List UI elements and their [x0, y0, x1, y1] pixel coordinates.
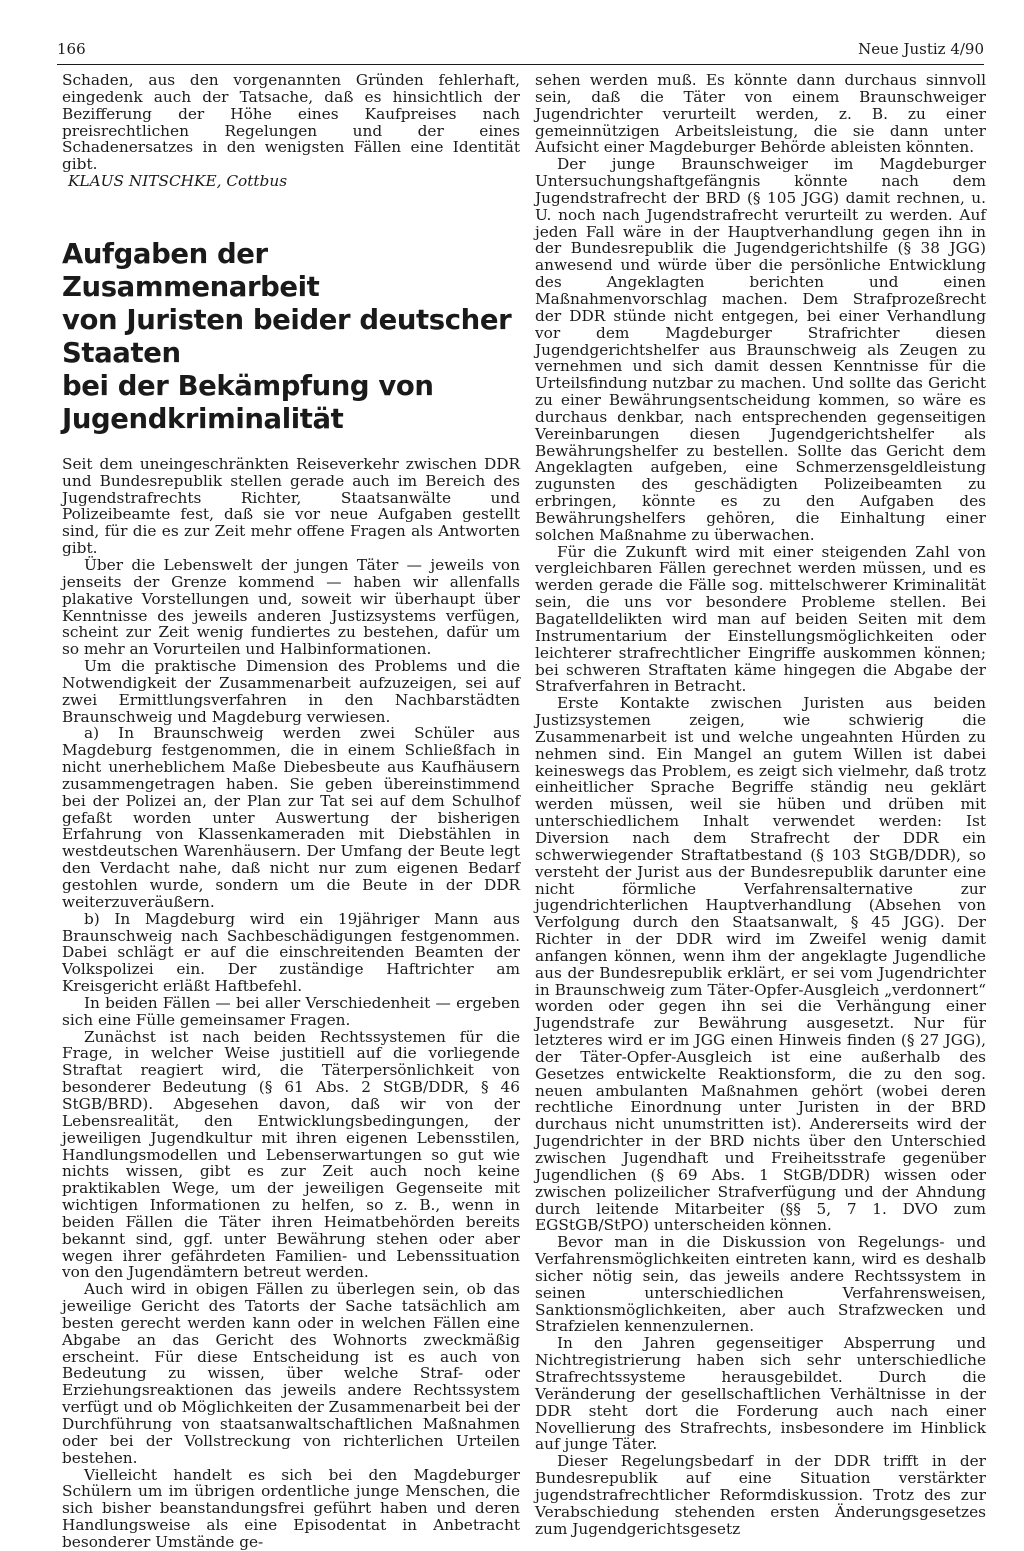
body-paragraph: Über die Lebenswelt der jungen Täter — jeweils von jenseits der Grenze kommend — haben wir allenfalls plakative Vorstellungen und, soweit wir überhaupt über Kenntnisse des jeweils anderen Justizsystems verfügen, scheint zur Zeit wenig fundiertes zu bestehen, dafür um so mehr an Vorurteilen und Halbinformationen.	[62, 555, 520, 659]
left-column	[62, 72, 520, 1551]
title-line: Jugendkriminalität	[62, 402, 344, 435]
continued-paragraph: sehen werden muß. Es könnte dann durchaus sinnvoll sein, daß die Täter von einem Braunschweiger Jugendrichter verurteilt werden, z. B. zu einer gemeinnützigen Arbeitsleistung, die sie dann unter Aufsicht einer Magdeburger Behörde ableisten könnten.	[535, 71, 986, 157]
body-paragraph: In beiden Fällen — bei aller Verschiedenheit — ergeben sich eine Fülle gemeinsamer Fragen.	[62, 993, 520, 1029]
title-line: Aufgaben der Zusammenarbeit	[62, 237, 320, 303]
body-paragraph: Seit dem uneingeschränkten Reiseverkehr zwischen DDR und Bundesrepublik stellen gerade auch im Bereich des Jugendstrafrechts Richter, Staatsanwälte und Polizeibeamte fest, daß sie vor neue Aufgaben gestellt sind, für die es zur Zeit mehr offene Fragen als Antworten gibt.	[62, 454, 520, 558]
body-paragraph: Bevor man in die Diskussion von Regelungs- und Verfahrensmöglichkeiten eintreten kann, wird es deshalb sicher nötig sein, das jeweils andere Rechtssystem in seinen unterschiedlichen Verfahrensweisen, Sanktionsmöglichkeiten, aber auch Strafzwecken und Strafzielen kennenzulernen.	[535, 1233, 986, 1336]
body-paragraph: Zunächst ist nach beiden Rechtssystemen für die Frage, in welcher Weise justitiell auf die vorliegende Straftat reagiert wird, die Täterpersönlichkeit von besonderer Bedeutung (§ 61 Abs. 2 StGB/DDR, § 46 StGB/BRD). Abgesehen davon, daß wir von der Lebensrealität, den Entwicklungsbedingungen, der jeweiligen Jugendkultur mit ihren eigenen Lebensstilen, Handlungsmodellen und Lebenserwartungen so gut wie nichts wissen, gibt es zur Zeit auch noch keine praktikablen Wege, um der jeweiligen Gegenseite mit wichtigen Informationen zu helfen, so z. B., wenn in beiden Fällen die Täter ihren Heimatbehörden bereits bekannt sind, ggf. unter Bewährung stehen oder aber wegen ihrer gefährdeten Familien- und Lebenssituation von den Jugendämtern betreut werden.	[62, 1027, 520, 1282]
body-paragraph: b) In Magdeburg wird ein 19jähriger Mann aus Braunschweig nach Sachbeschädigungen festgenommen. Dabei schlägt er auf die einschreitenden Beamten der Volkspolizei ein. Der zuständige Haftrichter am Kreisgericht erläßt Haftbefehl.	[62, 909, 520, 996]
body-paragraph: Um die praktische Dimension des Problems und die Notwendigkeit der Zusammenarbeit aufzuzeigen, sei auf zwei Ermittlungsverfahren in den Nachbarstädten Braunschweig und Magdeburg verwiesen.	[62, 657, 520, 726]
header-rule	[57, 64, 984, 65]
body-paragraph: Dieser Regelungsbedarf in der DDR trifft in der Bundesrepublik auf eine Situation verstärkter jugendstrafrechtlicher Reformdiskussion. Trotz des zur Verabschiedung stehenden ersten Änderungsgesetzes zum Jugendgerichtsgesetz	[535, 1452, 986, 1538]
body-paragraph: Auch wird in obigen Fällen zu überlegen sein, ob das jeweilige Gericht des Tatorts der Sache tatsächlich am besten gerecht werden kann oder in welchen Fällen eine Abgabe an das Gericht des Wohnorts zweckmäßig erscheint. Für diese Entscheidung ist es auch von Bedeutung zu wissen, über welche Straf- oder Erziehungsreaktionen das jeweils andere Rechtssystem verfügt und ob Möglichkeiten der Zusammenarbeit bei der Durchführung von staatsanwaltschaftlichen Maßnahmen oder bei der Vollstreckung von richterlichen Urteilen bestehen.	[62, 1280, 520, 1467]
article-title	[62, 238, 520, 436]
continued-paragraph: Schaden, aus den vorgenannten Gründen fehlerhaft, eingedenk auch der Tatsache, daß es hinsichtlich der Bezifferung der Höhe eines Kaufpreises nach preisrechtlichen Regelungen und der eines Schadenersatzes in den wenigsten Fällen eine Identität gibt.	[62, 71, 520, 174]
title-line: von Juristen beider deutscher Staaten	[62, 303, 512, 369]
body-paragraph: In den Jahren gegenseitiger Absperrung und Nichtregistrierung haben sich sehr unterschiedliche Strafrechtssysteme herausgebildet. Durch die Veränderung der gesellschaftlichen Verhältnisse in der DDR steht dort die Forderung auch nach einer Novellierung des Strafrechts, insbesondere im Hinblick auf junge Täter.	[535, 1334, 986, 1454]
title-line: bei der Bekämpfung von	[62, 369, 434, 402]
page-number: 166	[57, 40, 86, 58]
author-signature: KLAUS NITSCHKE, Cottbus	[68, 172, 288, 191]
right-column	[535, 72, 986, 1537]
body-paragraph: Vielleicht handelt es sich bei den Magdeburger Schülern um im übrigen ordentliche junge Menschen, die sich bisher beanstandungsfrei geführt haben und deren Handlungsweise als eine Episodentat in Anbetracht besonderer Umstände ge-	[62, 1465, 520, 1551]
body-paragraph: Für die Zukunft wird mit einer steigenden Zahl von vergleichbaren Fällen gerechnet werden müssen, und es werden gerade die Fälle sog. mittelschwerer Kriminalität sein, die uns vor besondere Probleme stellen. Bei Bagatelldelikten wird man auf beiden Seiten mit dem Instrumentarium der Einstellungsmöglichkeiten oder leichterer strafrechtlicher Eingriffe auskommen können; bei schweren Straftaten käme hingegen die Abgabe der Strafverfahren in Betracht.	[535, 542, 986, 696]
journal-issue: Neue Justiz 4/90	[858, 40, 984, 58]
body-paragraph: a) In Braunschweig werden zwei Schüler aus Magdeburg festgenommen, die in einem Schließfach in nicht unerheblichem Maße Diebesbeute aus Kaufhäusern zusammengetragen haben. Sie geben übereinstimmend bei der Polizei an, der Plan zur Tat sei auf dem Schulhof gefaßt worden unter Auswertung der bisherigen Erfahrung von Klassenkameraden mit Diebstählen in westdeutschen Warenhäusern. Der Umfang der Beute legt den Verdacht nahe, daß nicht nur zum eigenen Bedarf gestohlen wurde, sondern um die Beute in der DDR weiterzuveräußern.	[62, 724, 520, 911]
body-paragraph: Der junge Braunschweiger im Magdeburger Untersuchungshaftgefängnis könnte nach dem Jugendstrafrecht der BRD (§ 105 JGG) damit rechnen, u. U. noch nach Jugendstrafrecht verurteilt zu werden. Auf jeden Fall wäre in der Hauptverhandlung gegen ihn in der Bundesrepublik die Jugendgerichtshilfe (§ 38 JGG) anwesend und würde über die persönliche Entwicklung des Angeklagten berichten und einen Maßnahmenvorschlag machen. Dem Strafprozeßrecht der DDR stünde nicht entgegen, bei einer Verhandlung vor dem Magdeburger Strafrichter diesen Jugendgerichtshelfer aus Braunschweig als Zeugen zu vernehmen und sich damit dessen Kenntnisse für die Urteilsfindung nutzbar zu machen. Und sollte das Gericht zu einer Bewährungsentscheidung kommen, so wäre es durchaus denkbar, nach entsprechenden gegenseitigen Vereinbarungen diesen Jugendgerichtshelfer als Bewährungshelfer zu bestellen. Sollte das Gericht dem Angeklagten aufgeben, eine Schmerzensgeldleistung zugunsten des geschädigten Polizeibeamten zu erbringen, könnte es zu den Aufgaben des Bewährungshelfers gehören, die Einhaltung einer solchen Maßnahme zu überwachen.	[535, 155, 986, 544]
page-header	[57, 34, 984, 64]
body-paragraph: Erste Kontakte zwischen Juristen aus beiden Justizsystemen zeigen, wie schwierig die Zusammenarbeit ist und welche ungeahnten Hürden zu nehmen sind. Ein Mangel an gutem Willen ist dabei keineswegs das Problem, es zeigt sich vielmehr, daß trotz einheitlicher Sprache Begriffe ständig neu geklärt werden müssen, weil sie hüben und drüben mit unterschiedlichem Inhalt verwendet werden: Ist Diversion nach dem Strafrecht der DDR ein schwerwiegender Straftatbestand (§ 103 StGB/DDR), so versteht der Jurist aus der Bundesrepublik darunter eine nicht förmliche Verfahrensalternative zur jugendrichterlichen Hauptverhandlung (Absehen von Verfolgung durch den Staatsanwalt, § 45 JGG). Der Richter in der DDR wird im Zweifel wenig damit anfangen können, wenn ihm der angeklagte Jugendliche aus der Bundesrepublik erklärt, er sei vom Jugendrichter in Braunschweig zum Täter-Opfer-Ausgleich „verdonnert“ worden oder gegen ihn sei die Verhängung einer Jugendstrafe zur Bewährung ausgesetzt. Nur für letzteres wird er im JGG einen Hinweis finden (§ 27 JGG), der Täter-Opfer-Ausgleich ist eine außerhalb des Gesetzes entwickelte Reaktionsform, die zu den sog. neuen ambulanten Maßnahmen gehört (wobei deren rechtliche Einordnung unter Juristen in der BRD durchaus nicht unumstritten ist). Andererseits wird der Jugendrichter in der BRD nichts über den Unterschied zwischen Jugendhaft und Freiheitsstrafe gegenüber Jugendlichen (§ 69 Abs. 1 StGB/DDR) wissen oder zwischen polizeilicher Strafverfügung und der Ahndung durch leitende Mitarbeiter (§§ 5, 7 1. DVO zum EGStGB/StPO) unterscheiden können.	[535, 694, 986, 1235]
